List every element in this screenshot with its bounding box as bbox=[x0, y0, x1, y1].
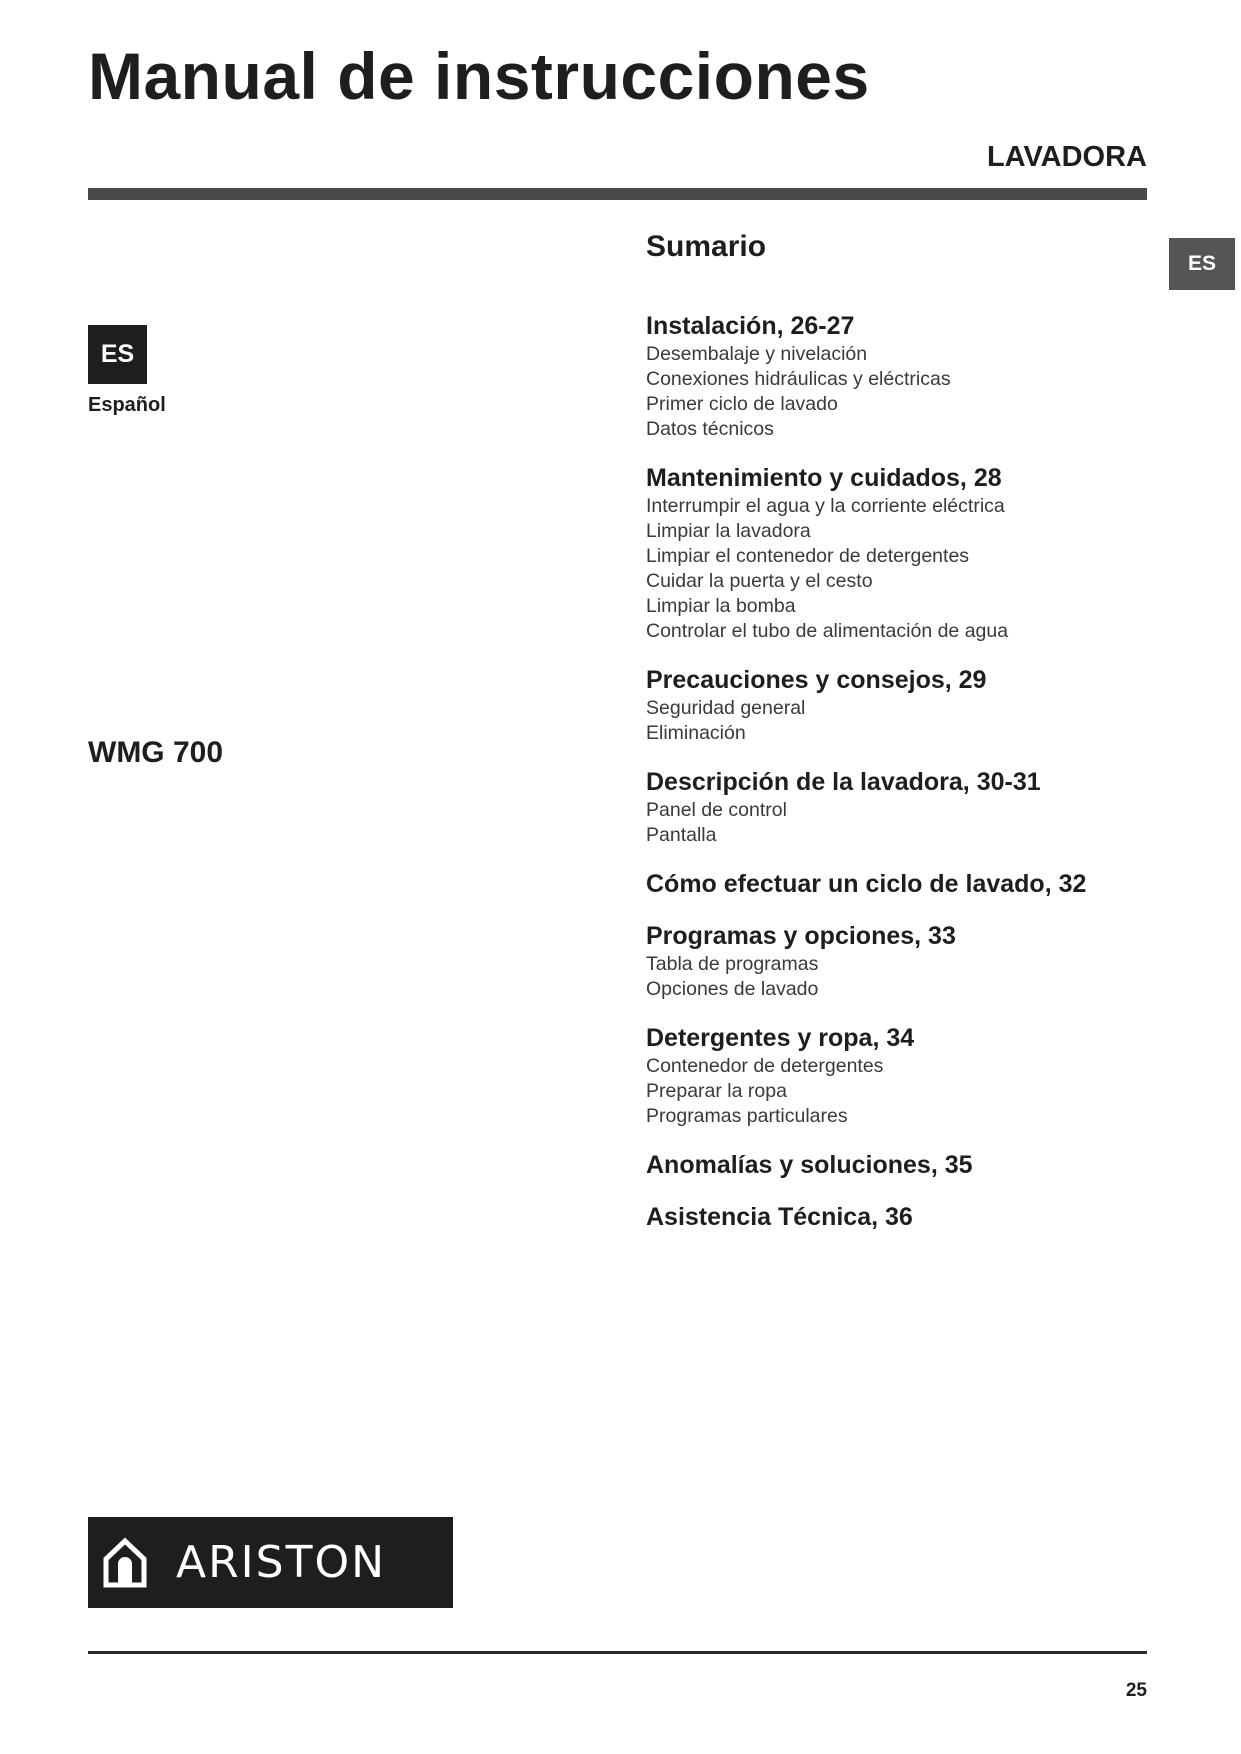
toc-section bbox=[646, 310, 1146, 442]
toc-section bbox=[646, 1022, 1146, 1129]
toc-subitem: Opciones de lavado bbox=[646, 978, 819, 1000]
toc-section-heading: Cómo efectuar un ciclo de lavado, 32 bbox=[646, 870, 1087, 898]
toc-subitem: Limpiar la bomba bbox=[646, 595, 796, 617]
toc-subitem: Eliminación bbox=[646, 722, 746, 744]
footer-divider bbox=[88, 1651, 1147, 1654]
toc-section bbox=[646, 664, 1146, 746]
toc-subitem: Limpiar el contenedor de detergentes bbox=[646, 545, 970, 567]
page-title: Manual de instrucciones bbox=[88, 39, 870, 113]
toc-subitem: Primer ciclo de lavado bbox=[646, 393, 838, 415]
toc-subitem: Contenedor de detergentes bbox=[646, 1055, 884, 1077]
toc-title: Sumario bbox=[646, 230, 767, 263]
table-of-contents bbox=[646, 310, 1146, 1253]
toc-subitem: Interrumpir el agua y la corriente eléctrica bbox=[646, 495, 1005, 517]
toc-subitem: Desembalaje y nivelación bbox=[646, 343, 868, 365]
toc-section bbox=[646, 920, 1146, 1002]
toc-subitem: Panel de control bbox=[646, 799, 787, 821]
language-label: Español bbox=[88, 394, 166, 416]
brand-logo bbox=[88, 1517, 453, 1608]
toc-subitem: Conexiones hidráulicas y eléctricas bbox=[646, 368, 951, 390]
toc-subitem: Seguridad general bbox=[646, 697, 806, 719]
toc-section-heading: Asistencia Técnica, 36 bbox=[646, 1203, 913, 1231]
toc-subitem: Limpiar la lavadora bbox=[646, 520, 811, 542]
toc-section-heading: Mantenimiento y cuidados, 28 bbox=[646, 464, 1002, 492]
toc-section-heading: Programas y opciones, 33 bbox=[646, 922, 956, 950]
toc-section bbox=[646, 1201, 1146, 1233]
toc-subitem: Programas particulares bbox=[646, 1105, 848, 1127]
toc-section-heading: Instalación, 26-27 bbox=[646, 312, 855, 340]
toc-section-heading: Precauciones y consejos, 29 bbox=[646, 666, 987, 694]
toc-subitem: Preparar la ropa bbox=[646, 1080, 787, 1102]
toc-section bbox=[646, 766, 1146, 848]
header-divider bbox=[88, 188, 1147, 200]
toc-subitem: Controlar el tubo de alimentación de agua bbox=[646, 620, 1009, 642]
toc-section-heading: Descripción de la lavadora, 30-31 bbox=[646, 768, 1041, 796]
toc-section bbox=[646, 462, 1146, 644]
model-name: WMG 700 bbox=[88, 736, 224, 769]
brand-name: ARISTON bbox=[176, 1537, 387, 1588]
toc-subitem: Datos técnicos bbox=[646, 418, 774, 440]
toc-section bbox=[646, 1149, 1146, 1181]
toc-section-heading: Anomalías y soluciones, 35 bbox=[646, 1151, 973, 1179]
language-code-badge: ES bbox=[88, 325, 147, 384]
toc-subitem: Pantalla bbox=[646, 824, 717, 846]
toc-subitem: Tabla de programas bbox=[646, 953, 819, 975]
toc-section bbox=[646, 868, 1146, 900]
toc-section-heading: Detergentes y ropa, 34 bbox=[646, 1024, 915, 1052]
house-logo-icon bbox=[102, 1537, 148, 1589]
page-number: 25 bbox=[1125, 1680, 1147, 1701]
product-type: LAVADORA bbox=[986, 141, 1147, 173]
language-side-tab: ES bbox=[1169, 238, 1235, 290]
toc-subitem: Cuidar la puerta y el cesto bbox=[646, 570, 873, 592]
